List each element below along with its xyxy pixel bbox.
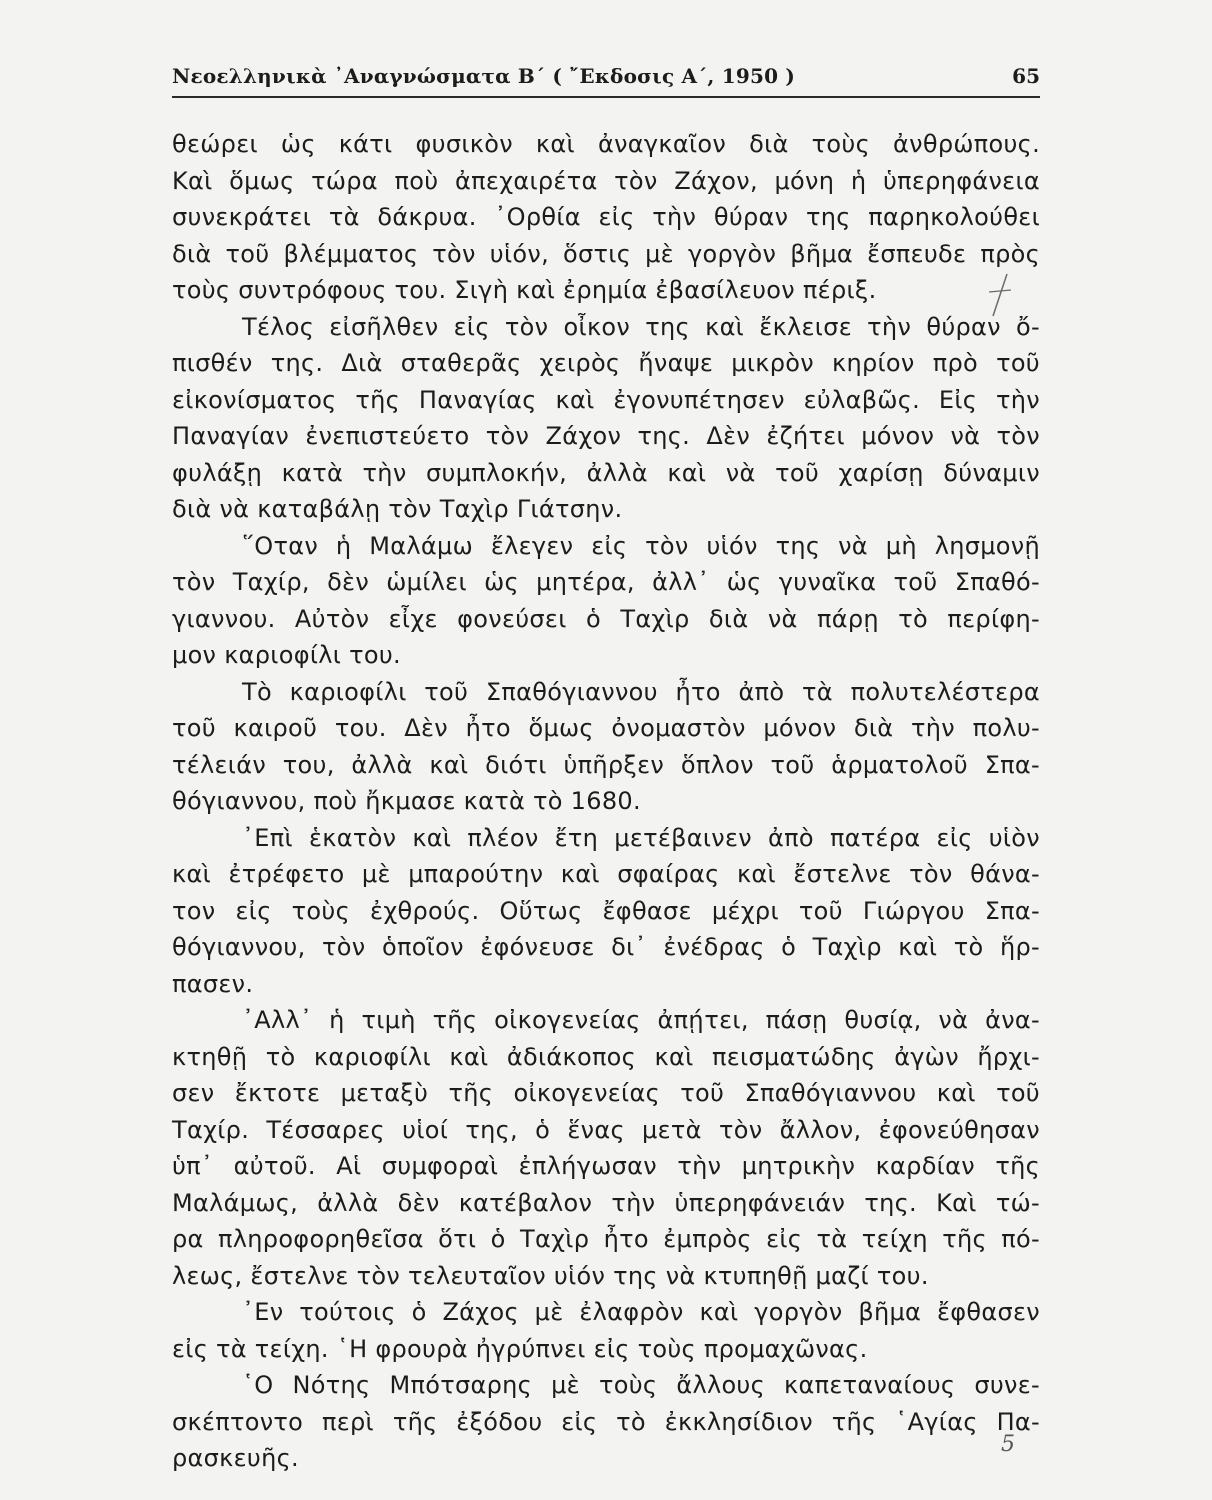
text-line: τέλειάν του, ἀλλὰ καὶ διότι ὑπῆρξεν ὅπλον τοῦ ἁρματολοῦ Σπα- — [172, 750, 1040, 779]
signature-mark: 5 — [1001, 1432, 1015, 1457]
text-line: Τέλος εἰσῆλθεν εἰς τὸν οἶκον της καὶ ἔκλεισε τὴν θύραν ὄ- — [242, 312, 1040, 341]
text-line: διὰ νὰ καταβάλῃ τὸν Ταχὶρ Γιάτσην. — [172, 495, 623, 523]
text-line: κτηθῇ τὸ καριοφίλι καὶ ἀδιάκοπος καὶ πεισματώδης ἀγὼν ἤρχι- — [172, 1042, 1040, 1071]
body-text — [172, 126, 1040, 1477]
pencil-annotation-mark — [985, 270, 1015, 320]
text-line: σεν ἔκτοτε μεταξὺ τῆς οἰκογενείας τοῦ Σπαθόγιαννου καὶ τοῦ — [172, 1079, 1040, 1107]
text-line: τὸν Ταχίρ, δὲν ὡμίλει ὡς μητέρα, ἀλλ᾿ ὡς γυναῖκα τοῦ Σπαθό- — [172, 568, 1040, 596]
header-title: Νεοελληνικὰ ᾿Αναγνώσματα Β΄ ( ῎Εκδοσις Α΄, 1950 ) — [172, 64, 796, 88]
text-line: Ταχίρ. Τέσσαρες υἱοί της, ὁ ἕνας μετὰ τὸν ἄλλον, ἐφονεύθησαν — [172, 1115, 1040, 1144]
text-line: εἰς τὰ τείχη. ῾Η φρουρὰ ἠγρύπνει εἰς τοὺς προμαχῶνας. — [172, 1334, 868, 1363]
text-line: Μαλάμως, ἀλλὰ δὲν κατέβαλον τὴν ὑπερηφάνειάν της. Καὶ τώ- — [172, 1188, 1040, 1217]
text-line: θόγιαννου, τὸν ὁποῖον ἐφόνευσε δι᾿ ἐνέδρας ὁ Ταχὶρ καὶ τὸ ἥρ- — [172, 933, 1040, 961]
text-line: θόγιαννου, ποὺ ἤκμασε κατὰ τὸ 1680. — [172, 787, 641, 815]
text-line: συνεκράτει τὰ δάκρυα. ᾿Ορθία εἰς τὴν θύραν της παρηκολούθει — [172, 203, 1040, 231]
text-line: Τὸ καριοφίλι τοῦ Σπαθόγιαννου ἦτο ἀπὸ τὰ πολυτελέστερα — [242, 677, 1040, 706]
text-line: καὶ ἐτρέφετο μὲ μπαρούτην καὶ σφαίρας καὶ ἔστελνε τὸν θάνα- — [172, 860, 1040, 888]
text-line: ᾿Εν τούτοις ὁ Ζάχος μὲ ἐλαφρὸν καὶ γοργὸν βῆμα ἔφθασεν — [242, 1298, 1040, 1326]
text-line: Παναγίαν ἐνεπιστεύετο τὸν Ζάχον της. Δὲν ἐζήτει μόνον νὰ τὸν — [172, 422, 1040, 450]
text-line: ῞Οταν ἡ Μαλάμω ἔλεγεν εἰς τὸν υἱόν της νὰ μὴ λησμονῇ — [242, 531, 1040, 560]
text-line: τοῦ καιροῦ του. Δὲν ἦτο ὅμως ὀνομαστὸν μόνον διὰ τὴν πολυ- — [172, 714, 1040, 742]
page-number: 65 — [1012, 64, 1040, 88]
text-line: ᾿Επὶ ἑκατὸν καὶ πλέον ἔτη μετέβαινεν ἀπὸ πατέρα εἰς υἱὸν — [242, 823, 1040, 852]
text-line: διὰ τοῦ βλέμματος τὸν υἱόν, ὅστις μὲ γοργὸν βῆμα ἔσπευδε πρὸς — [172, 239, 1040, 268]
text-line: μον καριοφίλι του. — [172, 641, 401, 669]
text-line: πισθέν της. Διὰ σταθερᾶς χειρὸς ἤναψε μικρὸν κηρίον πρὸ τοῦ — [172, 349, 1040, 377]
text-line: θεώρει ὡς κάτι φυσικὸν καὶ ἀναγκαῖον διὰ τοὺς ἀνθρώπους. — [172, 130, 1040, 158]
text-line: πασεν. — [172, 969, 254, 998]
text-line: Καὶ ὅμως τώρα ποὺ ἀπεχαιρέτα τὸν Ζάχον, μόνη ἡ ὑπερηφάνεια — [172, 166, 1040, 195]
text-line: τοὺς συντρόφους του. Σιγὴ καὶ ἐρημία ἐβασίλευον πέριξ. — [172, 276, 877, 304]
text-line: ρασκευῆς. — [172, 1444, 299, 1472]
text-line: ρα πληροφορηθεῖσα ὅτι ὁ Ταχὶρ ἦτο ἐμπρὸς εἰς τὰ τείχη τῆς πό- — [172, 1225, 1040, 1253]
text-line: σκέπτοντο περὶ τῆς ἐξόδου εἰς τὸ ἐκκλησίδιον τῆς ῾Αγίας Πα- — [172, 1407, 1040, 1436]
text-line: ὑπ᾿ αὐτοῦ. Αἱ συμφοραὶ ἐπλήγωσαν τὴν μητρικὴν καρδίαν τῆς — [172, 1152, 1040, 1180]
text-line: φυλάξῃ κατὰ τὴν συμπλοκήν, ἀλλὰ καὶ νὰ τοῦ χαρίσῃ δύναμιν — [172, 458, 1040, 487]
text-line: τον εἰς τοὺς ἐχθρούς. Οὕτως ἔφθασε μέχρι τοῦ Γιώργου Σπα- — [172, 896, 1040, 925]
text-line: ῾Ο Νότης Μπότσαρης μὲ τοὺς ἄλλους καπεταναίους συνε- — [242, 1371, 1040, 1399]
text-line: λεως, ἔστελνε τὸν τελευταῖον υἱόν της νὰ κτυπηθῇ μαζί του. — [172, 1261, 929, 1290]
running-header — [172, 62, 1040, 98]
text-line: ᾿Αλλ᾿ ἡ τιμὴ τῆς οἰκογενείας ἀπῄτει, πάσῃ θυσίᾳ, νὰ ἀνα- — [242, 1006, 1040, 1034]
text-line: εἰκονίσματος τῆς Παναγίας καὶ ἐγονυπέτησεν εὐλαβῶς. Εἰς τὴν — [172, 385, 1040, 414]
text-line: γιαννου. Αὐτὸν εἶχε φονεύσει ὁ Ταχὶρ διὰ νὰ πάρῃ τὸ περίφη- — [172, 604, 1040, 633]
